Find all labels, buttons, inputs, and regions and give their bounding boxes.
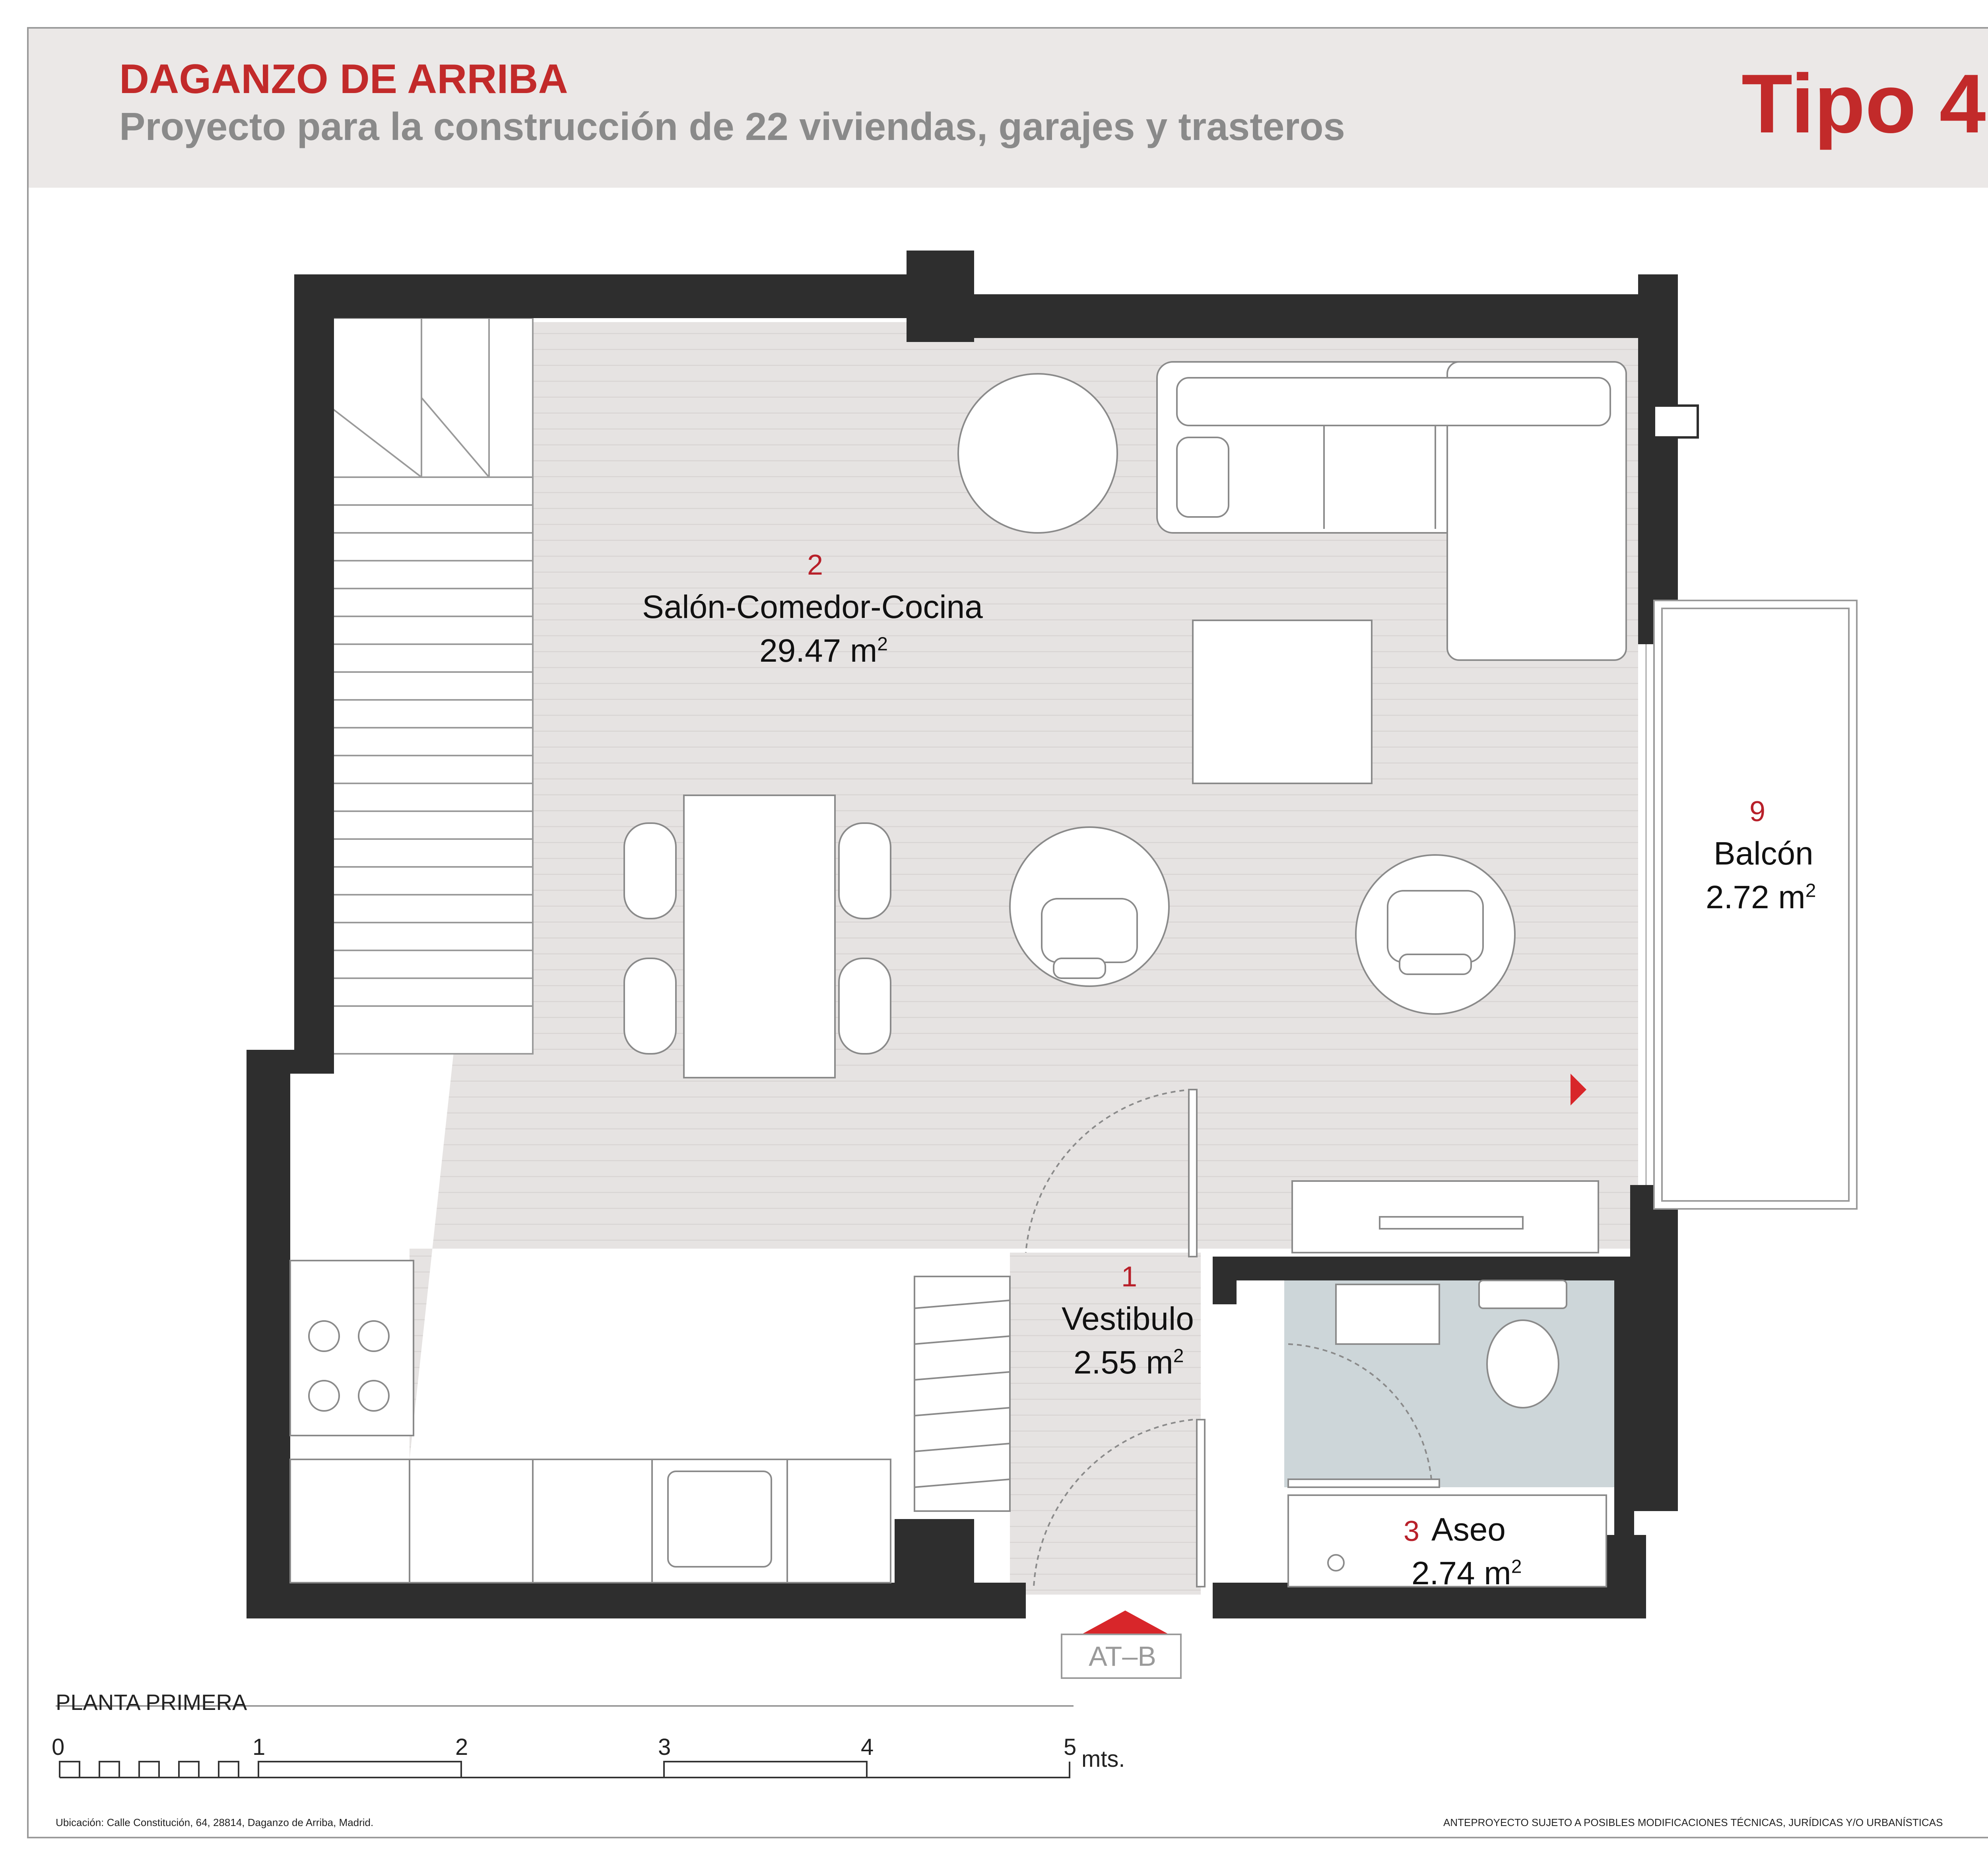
scale-tick-1: 1 <box>252 1734 266 1760</box>
balcon-area: 2.72 $m^2$ <box>1706 879 1816 915</box>
coffee-table <box>1193 620 1372 783</box>
scale-tick-5: 5 <box>1064 1734 1077 1760</box>
scale-tick-2: 2 <box>455 1734 468 1760</box>
staircase <box>318 318 533 1054</box>
round-table <box>958 374 1117 533</box>
aseo-area: 2.74 $m^2$ <box>1411 1555 1522 1591</box>
scale-tick-3: 3 <box>658 1734 671 1760</box>
scale-bar <box>56 1706 1077 1778</box>
project-subtitle: Proyecto para la construcción de 22 viviendas, garajes y trasteros <box>119 105 1345 148</box>
armchair-right <box>1356 855 1515 1014</box>
scale-unit: mts. <box>1081 1746 1125 1772</box>
tv-unit <box>1292 1181 1598 1253</box>
salon-area: 29.47 $m^2$ <box>759 633 888 669</box>
kitchen <box>290 1261 891 1583</box>
tipo-label: Tipo 4 <box>1741 57 1986 150</box>
balcon-number: 9 <box>1749 796 1766 828</box>
balcon-name: Balcón <box>1714 835 1813 872</box>
aseo-number: 3 <box>1404 1515 1420 1547</box>
footer-disclaimer: ANTEPROYECTO SUJETO A POSIBLES MODIFICACIONES TÉCNICAS, JURÍDICAS Y/O URBANÍSTICAS <box>1443 1816 1943 1828</box>
closet <box>914 1276 1010 1511</box>
footer-location: Ubicación: Calle Constitución, 64, 28814, Daganzo de Arriba, Madrid. <box>56 1816 374 1828</box>
entrance-arrow-icon <box>1081 1611 1169 1634</box>
planta-label: PLANTA PRIMERA <box>56 1690 247 1715</box>
aseo-name: Aseo <box>1431 1511 1506 1548</box>
armchair-left <box>1010 827 1169 986</box>
salon-number: 2 <box>807 549 823 581</box>
entrance-tag: AT–B <box>1089 1641 1156 1672</box>
vestibulo-number: 1 <box>1121 1261 1138 1293</box>
vestibulo-area: 2.55 $m^2$ <box>1074 1344 1184 1381</box>
salon-name: Salón-Comedor-Cocina <box>642 589 983 625</box>
column-vent <box>1654 406 1698 437</box>
vestibulo-name: Vestibulo <box>1062 1301 1194 1337</box>
project-title: DAGANZO DE ARRIBA <box>119 56 568 102</box>
scale-tick-4: 4 <box>861 1734 874 1760</box>
scale-tick-0: 0 <box>52 1734 65 1760</box>
